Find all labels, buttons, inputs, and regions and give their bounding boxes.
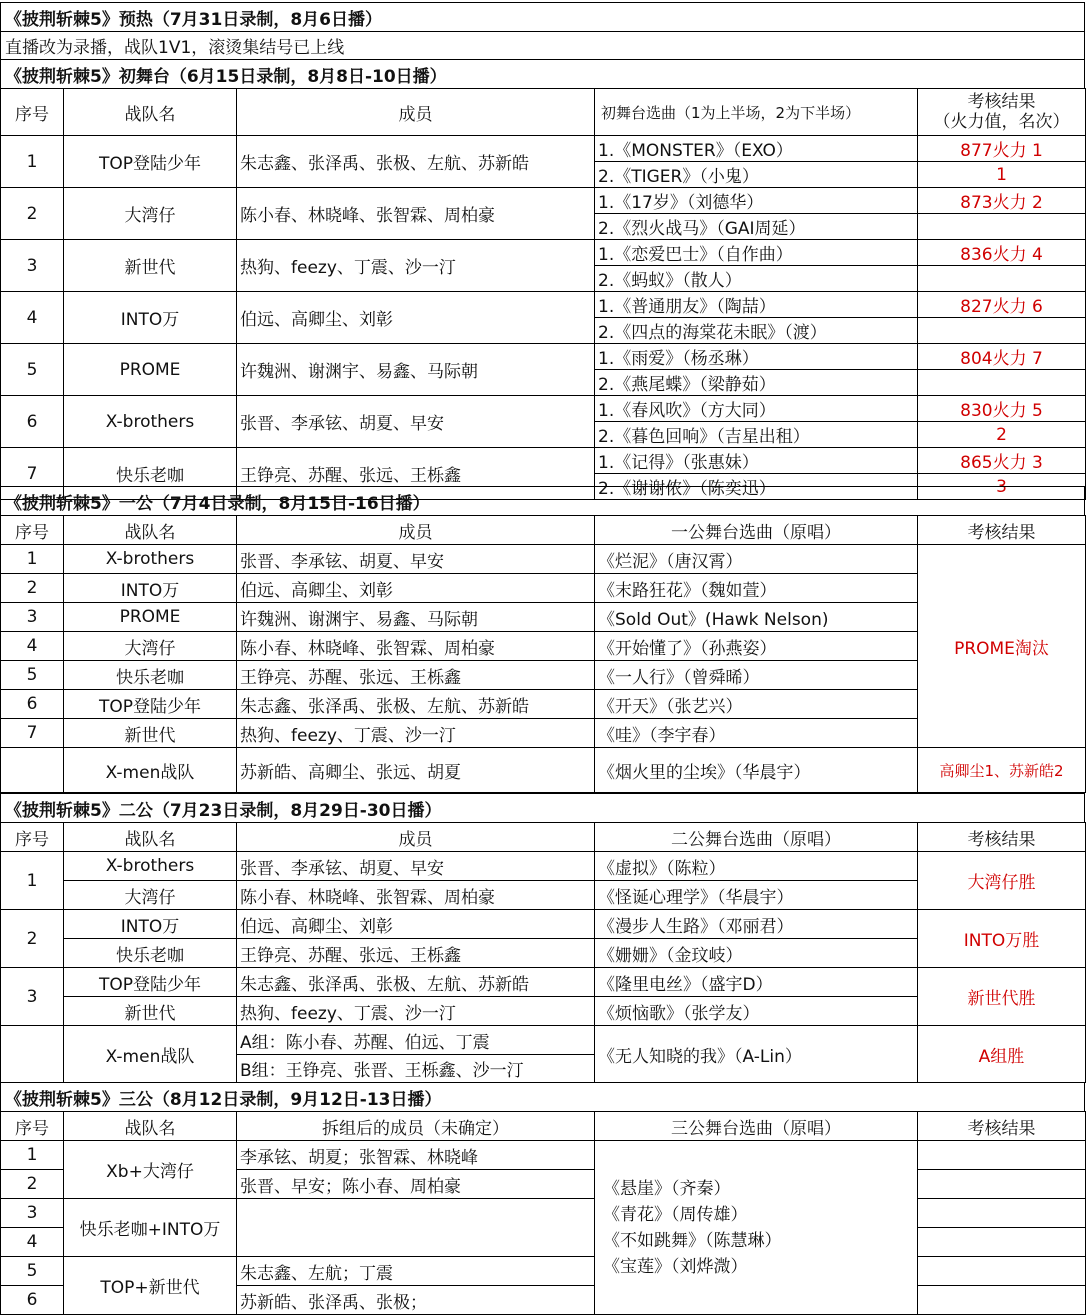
header-no: 序号: [1, 823, 64, 852]
table-row-xmen: [1, 748, 1086, 793]
row-team: X-brothers: [64, 545, 237, 574]
row-no: 5: [1, 1257, 64, 1286]
header-result: 考核结果: [918, 823, 1086, 852]
row-no: [1, 748, 64, 793]
header-songs: 初舞台选曲（1为上半场，2为下半场）: [595, 89, 918, 136]
table-row: [1, 968, 1086, 997]
row-no: 4: [1, 632, 64, 661]
row-song: 《哇》（李宇春）: [595, 719, 918, 748]
row-result: [918, 1141, 1086, 1170]
row-team: INTO万: [64, 292, 237, 344]
round2-table: [0, 822, 1086, 1083]
row-members: 朱志鑫、张泽禹、张极、左航、苏新皓: [237, 968, 595, 997]
row-members: 朱志鑫、左航；丁震: [237, 1257, 595, 1286]
header-no: 序号: [1, 89, 64, 136]
song-item: 《不如跳舞》（陈慧琳）: [603, 1230, 782, 1251]
table-row: [1, 292, 1086, 318]
row-team: 大湾仔: [64, 632, 237, 661]
row-result: [918, 1228, 1086, 1257]
row-result: [918, 1199, 1086, 1228]
row-no: [1, 1026, 64, 1083]
table-row: [1, 910, 1086, 939]
row-song-2: 2.《TIGER》（小鬼）: [595, 162, 918, 188]
header-result: 考核结果: [918, 1112, 1086, 1141]
row-song: 《开始懂了》（孙燕姿）: [595, 632, 918, 661]
row-no: 4: [1, 292, 64, 344]
row-team: PROME: [64, 344, 237, 396]
row-members: 陈小春、林晓峰、张智霖、周柏豪: [237, 188, 595, 240]
row-result: [918, 1170, 1086, 1199]
header-members: 成员: [237, 516, 595, 545]
row-no: 3: [1, 240, 64, 292]
row-team: 新世代: [64, 719, 237, 748]
header-no: 序号: [1, 516, 64, 545]
row-song-2: 2.《燕尾蝶》（梁静茹）: [595, 370, 918, 396]
header-no: 序号: [1, 1112, 64, 1141]
row-result-2: [918, 318, 1086, 344]
round3-title: 《披荆斩棘5》三公（8月12日录制，9月12日-13日播）: [0, 1082, 1085, 1111]
row-no: 1: [1, 545, 64, 574]
preheat-note: 直播改为录播，战队1V1，滚烫集结号已上线: [0, 31, 1085, 59]
row-song: 《虚拟》（陈粒）: [595, 852, 918, 881]
row-song-1: 1.《春风吹》（方大同）: [595, 396, 918, 422]
row-no: 3: [1, 1199, 64, 1228]
table-row-xmen: [1, 1026, 1086, 1055]
row-members: 伯远、高卿尘、刘彰: [237, 574, 595, 603]
row-result-1: 865火力 3: [918, 448, 1086, 474]
row-members: 朱志鑫、张泽禹、张极、左航、苏新皓: [237, 690, 595, 719]
header-result-line2: （火力值，名次）: [933, 112, 1070, 132]
round1-table: [0, 515, 1086, 793]
row-song-1: 1.《恋爱巴士》（自作曲）: [595, 240, 918, 266]
row-result-1: 836火力 4: [918, 240, 1086, 266]
header-result: 考核结果: [918, 516, 1086, 545]
row-team: TOP登陆少年: [64, 690, 237, 719]
row-no: 3: [1, 603, 64, 632]
row-no: 6: [1, 690, 64, 719]
row-song-2: 2.《四点的海棠花未眠》（渡）: [595, 318, 918, 344]
row-members: 苏新皓、张泽禹、张极；: [237, 1286, 595, 1315]
first-stage-table: [0, 88, 1086, 500]
round1-title: 《披荆斩棘5》一公（7月4日录制，8月15日-16日播）: [0, 486, 1085, 515]
row-song: 《姗姗》（金玟岐）: [595, 939, 918, 968]
row-result-2: [918, 370, 1086, 396]
row-team: 快乐老咖+INTO万: [64, 1199, 237, 1257]
table-row: [1, 396, 1086, 422]
row-song-2: 2.《暮色回响》（吉星出租）: [595, 422, 918, 448]
row-result-2: 2: [918, 422, 1086, 448]
row-song-1: 1.《雨爱》（杨丞琳）: [595, 344, 918, 370]
group-no: 1: [1, 852, 64, 910]
row-members: 许魏洲、谢渊宇、易鑫、马际朝: [237, 344, 595, 396]
header-team: 战队名: [64, 823, 237, 852]
row-members: 苏新皓、高卿尘、张远、胡夏: [237, 748, 595, 793]
row-no: 5: [1, 661, 64, 690]
row-result-1: 830火力 5: [918, 396, 1086, 422]
table-header-row: [1, 516, 1086, 545]
row-team: INTO万: [64, 910, 237, 939]
row-members: [237, 1199, 595, 1257]
header-team: 战队名: [64, 89, 237, 136]
row-members: 朱志鑫、张泽禹、张极、左航、苏新皓: [237, 136, 595, 188]
row-members: 王铮亮、苏醒、张远、王栎鑫: [237, 448, 595, 500]
row-members: 热狗、feezy、丁震、沙一汀: [237, 719, 595, 748]
table-row: [1, 344, 1086, 370]
row-result-2: [918, 214, 1086, 240]
row-song: 《一人行》（曾舜晞）: [595, 661, 918, 690]
row-song-1: 1.《MONSTER》（EXO）: [595, 136, 918, 162]
group-result: 大湾仔胜: [918, 852, 1086, 910]
row-song: 《无人知晓的我》（A-Lin）: [595, 1026, 918, 1083]
row-song-1: 1.《记得》（张惠妹）: [595, 448, 918, 474]
table-row: [1, 1141, 1086, 1170]
round2-title: 《披荆斩棘5》二公（7月23日录制，8月29日-30日播）: [0, 793, 1085, 822]
row-song-2: 2.《蚂蚁》（散人）: [595, 266, 918, 292]
song-item: 《青花》（周传雄）: [603, 1204, 748, 1225]
row-team: TOP登陆少年: [64, 136, 237, 188]
row-members: 热狗、feezy、丁震、沙一汀: [237, 997, 595, 1026]
row-result: [918, 1286, 1086, 1315]
row-song-2: 2.《烈火战马》（GAI周延）: [595, 214, 918, 240]
row-no: 1: [1, 1141, 64, 1170]
first-stage-title: 《披荆斩棘5》初舞台（6月15日录制，8月8日-10日播）: [0, 59, 1085, 88]
row-song-2: 2.《谢谢侬》（陈奕迅）: [595, 474, 918, 500]
row-members: 张晋、李承铉、胡夏、早安: [237, 396, 595, 448]
row-members: 张晋、李承铉、胡夏、早安: [237, 852, 595, 881]
song-item: 《悬崖》（齐秦）: [603, 1178, 731, 1199]
row-members: 李承铉、胡夏；张智霖、林晓峰: [237, 1141, 595, 1170]
row-team: 大湾仔: [64, 881, 237, 910]
row-team: X-brothers: [64, 852, 237, 881]
xmen-members-b: B组：王铮亮、张晋、王栎鑫、沙一汀: [237, 1055, 595, 1083]
row-no: 5: [1, 344, 64, 396]
row-no: 7: [1, 448, 64, 500]
row-no: 6: [1, 396, 64, 448]
row-team: Xb+大湾仔: [64, 1141, 237, 1199]
header-songs: 一公舞台选曲（原唱）: [595, 516, 918, 545]
header-result: [918, 89, 1086, 136]
row-song: 《开天》（张艺兴）: [595, 690, 918, 719]
table-header-row: [1, 89, 1086, 136]
row-team: 快乐老咖: [64, 448, 237, 500]
xmen-result: A组胜: [918, 1026, 1086, 1083]
table-row: [1, 188, 1086, 214]
row-no: 1: [1, 136, 64, 188]
header-songs: 三公舞台选曲（原唱）: [595, 1112, 918, 1141]
row-team: TOP登陆少年: [64, 968, 237, 997]
table-row: [1, 1199, 1086, 1228]
header-members: 成员: [237, 89, 595, 136]
group-no: 3: [1, 968, 64, 1026]
row-no: 4: [1, 1228, 64, 1257]
row-team: INTO万: [64, 574, 237, 603]
row-song: 《怪诞心理学》（华晨宇）: [595, 881, 918, 910]
row-no: 2: [1, 1170, 64, 1199]
row-song: 《Sold Out》(Hawk Nelson): [595, 603, 918, 632]
row-song: 《烟火里的尘埃》（华晨宇）: [595, 748, 918, 793]
row-team: X-men战队: [64, 1026, 237, 1083]
row-team: 新世代: [64, 240, 237, 292]
row-members: 王铮亮、苏醒、张远、王栎鑫: [237, 661, 595, 690]
row-members: 伯远、高卿尘、刘彰: [237, 910, 595, 939]
row-song: 《漫步人生路》（邓丽君）: [595, 910, 918, 939]
header-members: 拆组后的成员（未确定）: [237, 1112, 595, 1141]
group-no: 2: [1, 910, 64, 968]
row-song: 《烦恼歌》（张学友）: [595, 997, 918, 1026]
header-team: 战队名: [64, 1112, 237, 1141]
group-result: 新世代胜: [918, 968, 1086, 1026]
row-result-2: 3: [918, 474, 1086, 500]
row-result-1: 827火力 6: [918, 292, 1086, 318]
row-no: 2: [1, 188, 64, 240]
table-row: [1, 448, 1086, 474]
song-item: 《宝莲》（刘烨溦）: [603, 1256, 748, 1277]
header-result-line1: 考核结果: [967, 92, 1036, 112]
row-result-2: 1: [918, 162, 1086, 188]
row-result: [918, 1257, 1086, 1286]
table-row: [1, 545, 1086, 574]
row-team: TOP+新世代: [64, 1257, 237, 1315]
row-result-2: [918, 266, 1086, 292]
row-members: 许魏洲、谢渊宇、易鑫、马际朝: [237, 603, 595, 632]
row-no: 7: [1, 719, 64, 748]
row-song: 《隆里电丝》（盛宇D）: [595, 968, 918, 997]
header-team: 战队名: [64, 516, 237, 545]
round3-songs: [595, 1141, 918, 1315]
row-team: 大湾仔: [64, 188, 237, 240]
preheat-title: 《披荆斩棘5》预热（7月31日录制，8月6日播）: [0, 2, 1085, 31]
table-row: [1, 852, 1086, 881]
row-song-1: 1.《17岁》（刘德华）: [595, 188, 918, 214]
row-team: 新世代: [64, 997, 237, 1026]
row-members: 陈小春、林晓峰、张智霖、周柏豪: [237, 881, 595, 910]
round1-result: PROME淘汰: [918, 545, 1086, 748]
header-songs: 二公舞台选曲（原唱）: [595, 823, 918, 852]
row-team: PROME: [64, 603, 237, 632]
row-members: 伯远、高卿尘、刘彰: [237, 292, 595, 344]
header-members: 成员: [237, 823, 595, 852]
row-result-1: 873火力 2: [918, 188, 1086, 214]
row-result-1: 804火力 7: [918, 344, 1086, 370]
table-header-row: [1, 823, 1086, 852]
row-members: 王铮亮、苏醒、张远、王栎鑫: [237, 939, 595, 968]
round3-table: [0, 1111, 1086, 1315]
row-team: X-brothers: [64, 396, 237, 448]
row-song: 《烂泥》（唐汉霄）: [595, 545, 918, 574]
row-no: 6: [1, 1286, 64, 1315]
group-result: INTO万胜: [918, 910, 1086, 968]
row-team: 快乐老咖: [64, 661, 237, 690]
row-members: 张晋、早安；陈小春、周柏豪: [237, 1170, 595, 1199]
xmen-result: 高卿尘1、苏新皓2: [918, 748, 1086, 793]
row-members: 陈小春、林晓峰、张智霖、周柏豪: [237, 632, 595, 661]
table-row: [1, 240, 1086, 266]
row-song: 《末路狂花》（魏如萱）: [595, 574, 918, 603]
row-members: 张晋、李承铉、胡夏、早安: [237, 545, 595, 574]
table-row: [1, 136, 1086, 162]
row-song-1: 1.《普通朋友》（陶喆）: [595, 292, 918, 318]
row-members: 热狗、feezy、丁震、沙一汀: [237, 240, 595, 292]
row-result-1: 877火力 1: [918, 136, 1086, 162]
xmen-members-a: A组：陈小春、苏醒、伯远、丁震: [237, 1026, 595, 1055]
table-header-row: [1, 1112, 1086, 1141]
row-team: X-men战队: [64, 748, 237, 793]
table-row: [1, 1257, 1086, 1286]
row-no: 2: [1, 574, 64, 603]
row-team: 快乐老咖: [64, 939, 237, 968]
